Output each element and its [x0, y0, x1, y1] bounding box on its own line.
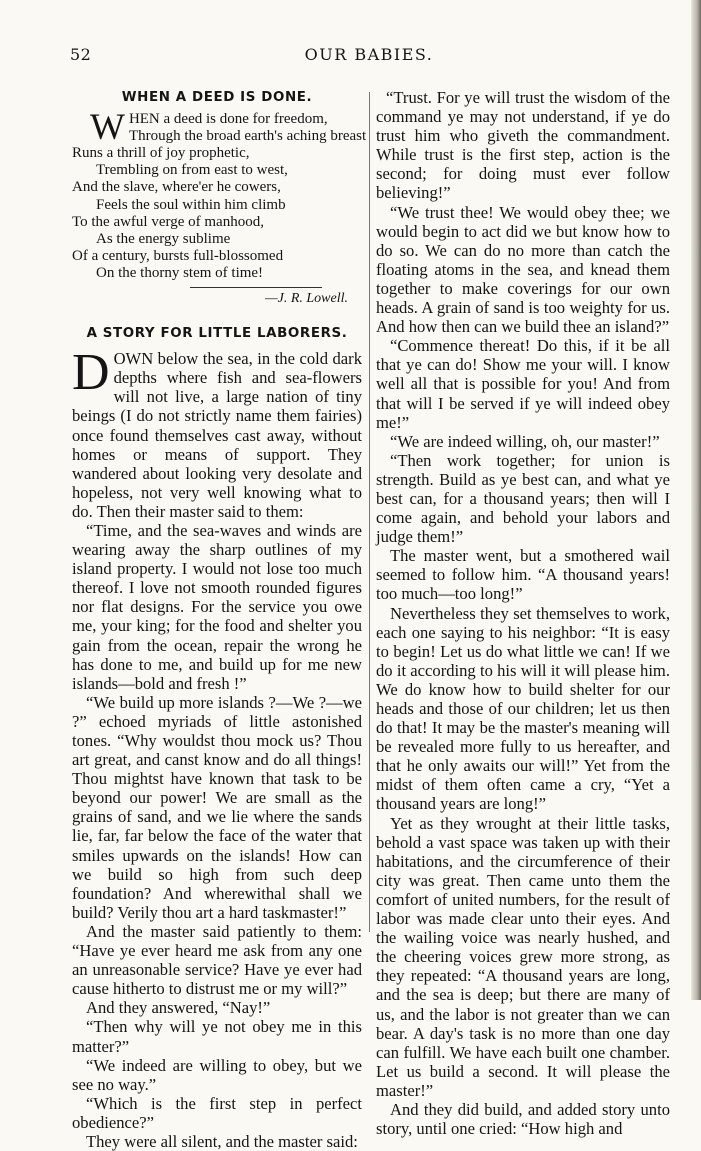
- story-title: A STORY FOR LITTLE LABORERS.: [86, 326, 348, 342]
- poem-drop-cap: W: [90, 107, 125, 149]
- poem-line: Feels the soul within him climb: [96, 196, 286, 213]
- paragraph: DOWN below the sea, in the cold dark depths where fish and sea-flowers will not live, a large nation of tiny beings (I do not strictly name them fairies) once found themselves cast away, without homes or means of support. They wandered about looking very desolate and hopeless, not very well knowing what to do. Then their master said to them:: [72, 344, 362, 521]
- column-divider: [369, 92, 370, 932]
- paragraph: “Commence thereat! Do this, if it be all that ye can do! Show me your will. I know well all that is possible for you! And from that will I be served if ye will indeed obey me!”: [376, 336, 670, 432]
- paragraph: “Then why will ye not obey me in this matter?”: [72, 1017, 362, 1056]
- story-drop-cap: D: [72, 344, 110, 402]
- left-column: [72, 88, 367, 1151]
- paragraph: And the master said patiently to them: “Have ye ever heard me ask from any one an unreasonable service? Have ye ever had cause hitherto to distrust me or my will?”: [72, 921, 362, 999]
- paragraph: “We are indeed willing, oh, our master!”: [390, 431, 660, 451]
- book-spine-shadow: [691, 0, 701, 1000]
- right-column: [376, 88, 670, 1139]
- paragraph: And they did build, and added story unto story, until one cried: “How high and: [376, 1099, 670, 1139]
- paragraph: Nevertheless they set themselves to work, each one saying to his neighbor: “It is easy to begin! Let us do what little we can! If we do it according to his will it will please him. We do know how to build shelter for our heads and those of our children; let us then do that! It may be the master's meaning will be revealed more fully to us hereafter, and that he only awaits our will!” Yet from the midst of them often came a cry, “Yet a thousand years are long!”: [376, 603, 670, 814]
- paragraph: “Trust. For ye will trust the wisdom of the command ye may not understand, if ye do trust him who giveth the commandment. While trust is the first step, action is the second; for doing must ever follow believing!”: [376, 88, 670, 203]
- poem-line: Runs a thrill of joy prophetic,: [72, 145, 250, 162]
- poem: [72, 107, 367, 282]
- poem-line: Through the broad earth's aching breast: [128, 128, 367, 145]
- poem-line: Of a century, bursts full-blossomed: [72, 247, 284, 264]
- paragraph: “Then work together; for union is strength. Build as ye best can, and what ye best can, for a thousand years; then will I come again, and behold your labors and judge them!”: [376, 450, 670, 547]
- paragraph: “We trust thee! We would obey thee; we would begin to act did we but know how to do so. We can do no more than catch the floating atoms in the sea, and knead them together to make coverings for our own heads. A grain of sand is too weighty for us. And how then can we build thee an island?”: [376, 202, 670, 337]
- poem-line: As the energy sublime: [96, 230, 231, 247]
- paragraph: The master went, but a smothered wail seemed to follow him. “A thousand years! too much—too long!”: [376, 546, 670, 604]
- paragraph: “We indeed are willing to obey, but we see no way.”: [72, 1055, 362, 1094]
- paragraph: “We build up more islands ?—We ?—we ?” echoed myriads of little astonished tones. “Why wouldst thou mock us? Thou art great, and canst know and do all things! Thou mightst have known that task to be beyond our power! We are small as the grains of sand, and we lie where the sands lie, far, far below the face of the water that smiles upwards on the islands! How can we build so high from such deep foundation? And wherewithal shall we build? Verily thou art a hard taskmaster!”: [72, 692, 362, 922]
- paragraph: “Which is the first step in perfect obedience?”: [72, 1093, 362, 1132]
- poem-line: And the slave, where'er he cowers,: [72, 179, 281, 196]
- paragraph: And they answered, “Nay!”: [86, 998, 271, 1018]
- paragraph: Yet as they wrought at their little tasks, behold a vast space was taken up with their habitations, and the circumference of their city was great. Then came unto them the comfort of united numbers, for the result of labor was made clear unto their eyes. And the wailing voice was nearly hushed, and the cheering voices grew more strong, as they repeated: “A thousand years are long, and the sea is deep; but there are many of us, and the labor is not greater than we can bear. A day's task is no more than one day can fulfill. We have each built one chamber. Let us build a second. It will please the master!”: [376, 813, 670, 1100]
- running-head: OUR BABIES.: [304, 45, 434, 64]
- poem-line: Trembling on from east to west,: [96, 162, 288, 179]
- page-header: [70, 45, 668, 71]
- poem-line: On the thorny stem of time!: [96, 264, 264, 281]
- page-number: 52: [70, 45, 92, 64]
- story-text-left: [72, 344, 362, 1151]
- attribution-rule: [190, 287, 322, 288]
- paragraph: “Time, and the sea-waves and winds are wearing away the sharp outlines of my island property. I would not lose too much thereof. I love not smooth rounded figures nor flat designs. For the service you owe me, your king; for the food and shelter you gain from the ocean, repair the wrong he has done to me, and build up for me new islands—bold and fresh !”: [72, 520, 362, 693]
- paragraph: They were all silent, and the master said:: [86, 1131, 358, 1151]
- poem-line: HEN a deed is done for freedom,: [128, 111, 328, 128]
- poem-line: To the awful verge of manhood,: [72, 213, 264, 230]
- poem-title: WHEN A DEED IS DONE.: [121, 90, 313, 105]
- poem-attribution: —J. R. Lowell.: [265, 291, 348, 307]
